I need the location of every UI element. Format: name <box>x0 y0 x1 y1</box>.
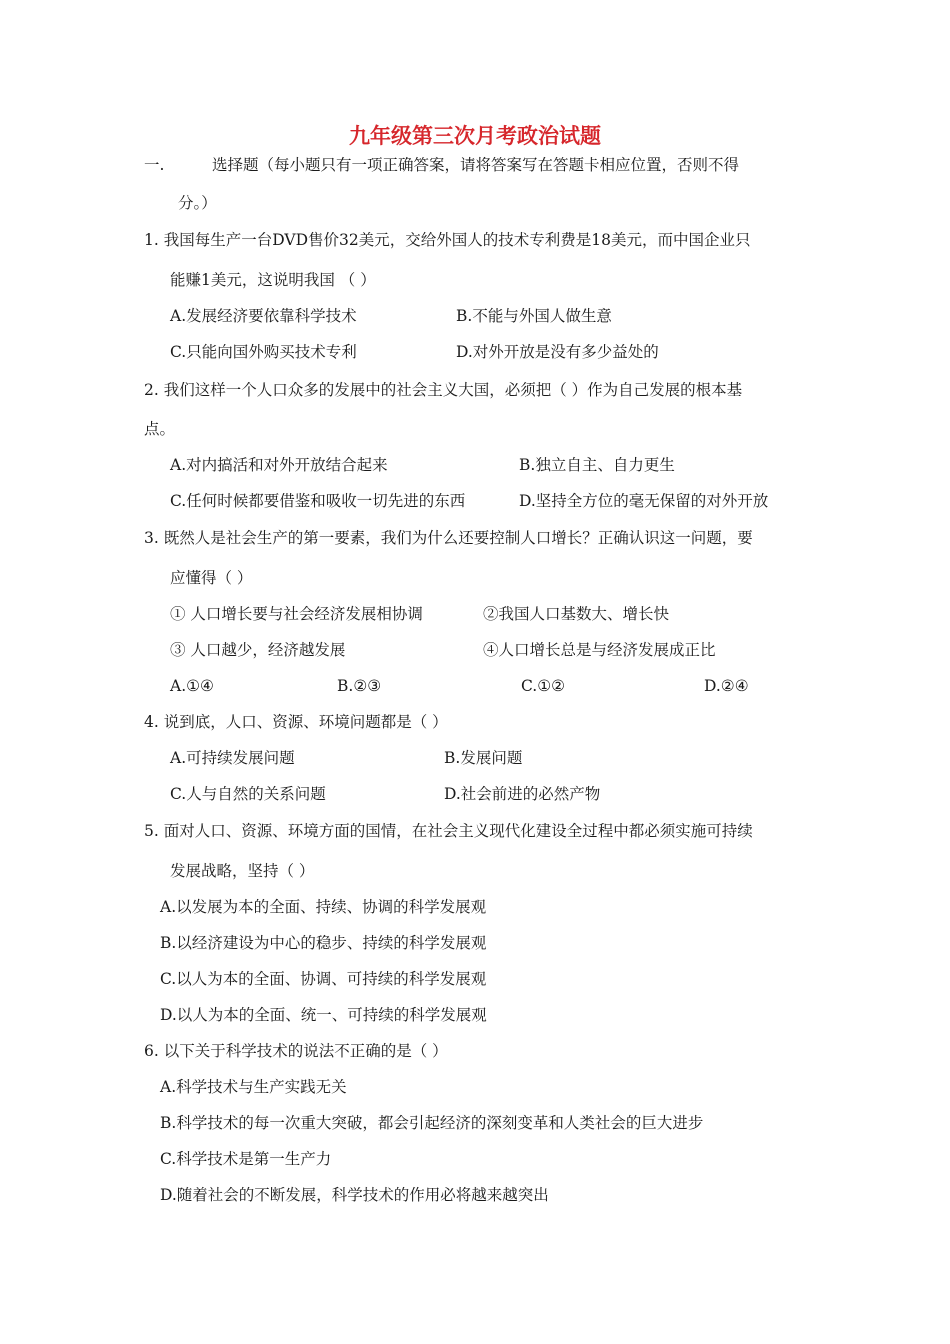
question-5-stem-cont: 发展战略，坚持（ ） <box>170 862 315 880</box>
question-3-option-d: D.②④ <box>704 677 749 695</box>
section-instructions-line1: 选择题（每小题只有一项正确答案，请将答案写在答题卡相应位置，否则不得 <box>212 156 740 174</box>
question-3-option-b: B.②③ <box>337 677 382 695</box>
question-3-statement-4: ④人口增长总是与经济发展成正比 <box>483 641 716 659</box>
question-2-option-b: B.独立自主、自力更生 <box>519 456 675 474</box>
question-6-option-d: D.随着社会的不断发展，科学技术的作用必将越来越突出 <box>160 1186 549 1204</box>
question-1-option-d: D.对外开放是没有多少益处的 <box>456 343 659 361</box>
question-2-stem-cont: 点。 <box>144 420 176 438</box>
question-4-option-a: A.可持续发展问题 <box>170 749 295 767</box>
question-2-stem: 2. 我们这样一个人口众多的发展中的社会主义大国，必须把（ ）作为自己发展的根本基 <box>144 381 743 399</box>
question-1-option-a: A.发展经济要依靠科学技术 <box>170 307 357 325</box>
question-3-option-c: C.①② <box>521 677 566 695</box>
exam-title: 九年级第三次月考政治试题 <box>349 124 601 148</box>
question-4-option-d: D.社会前进的必然产物 <box>444 785 601 803</box>
question-1-stem-cont: 能赚1美元，这说明我国 （ ） <box>170 271 376 289</box>
question-6-stem: 6. 以下关于科学技术的说法不正确的是（ ） <box>144 1042 448 1060</box>
question-3-option-a: A.①④ <box>170 677 214 695</box>
section-number: 一. <box>144 156 165 174</box>
question-5-option-c: C.以人为本的全面、协调、可持续的科学发展观 <box>160 970 487 988</box>
question-2-option-a: A.对内搞活和对外开放结合起来 <box>170 456 388 474</box>
question-5-option-b: B.以经济建设为中心的稳步、持续的科学发展观 <box>160 934 487 952</box>
question-5-stem: 5. 面对人口、资源、环境方面的国情，在社会主义现代化建设全过程中都必须实施可持续 <box>144 822 753 840</box>
question-5-option-d: D.以人为本的全面、统一、可持续的科学发展观 <box>160 1006 487 1024</box>
question-1-option-b: B.不能与外国人做生意 <box>456 307 612 325</box>
question-5-option-a: A.以发展为本的全面、持续、协调的科学发展观 <box>160 898 487 916</box>
question-4-option-c: C.人与自然的关系问题 <box>170 785 326 803</box>
question-2-option-d: D.坚持全方位的毫无保留的对外开放 <box>519 492 769 510</box>
section-instructions-line2: 分。） <box>178 194 217 212</box>
question-3-statement-1: ① 人口增长要与社会经济发展相协调 <box>170 605 423 623</box>
question-4-stem: 4. 说到底，人口、资源、环境问题都是（ ） <box>144 713 448 731</box>
question-4-option-b: B.发展问题 <box>444 749 523 767</box>
question-2-option-c: C.任何时候都要借鉴和吸收一切先进的东西 <box>170 492 466 510</box>
question-1-stem: 1. 我国每生产一台DVD售价32美元，交给外国人的技术专利费是18美元，而中国企业只 <box>144 231 751 249</box>
question-6-option-b: B.科学技术的每一次重大突破，都会引起经济的深刻变革和人类社会的巨大进步 <box>160 1114 704 1132</box>
question-6-option-c: C.科学技术是第一生产力 <box>160 1150 332 1168</box>
question-3-statement-2: ②我国人口基数大、增长快 <box>483 605 670 623</box>
question-1-option-c: C.只能向国外购买技术专利 <box>170 343 357 361</box>
question-3-stem: 3. 既然人是社会生产的第一要素，我们为什么还要控制人口增长？正确认识这一问题，要 <box>144 529 753 547</box>
question-3-statement-3: ③ 人口越少，经济越发展 <box>170 641 346 659</box>
question-3-stem-cont: 应懂得（ ） <box>170 569 253 587</box>
question-6-option-a: A.科学技术与生产实践无关 <box>160 1078 347 1096</box>
